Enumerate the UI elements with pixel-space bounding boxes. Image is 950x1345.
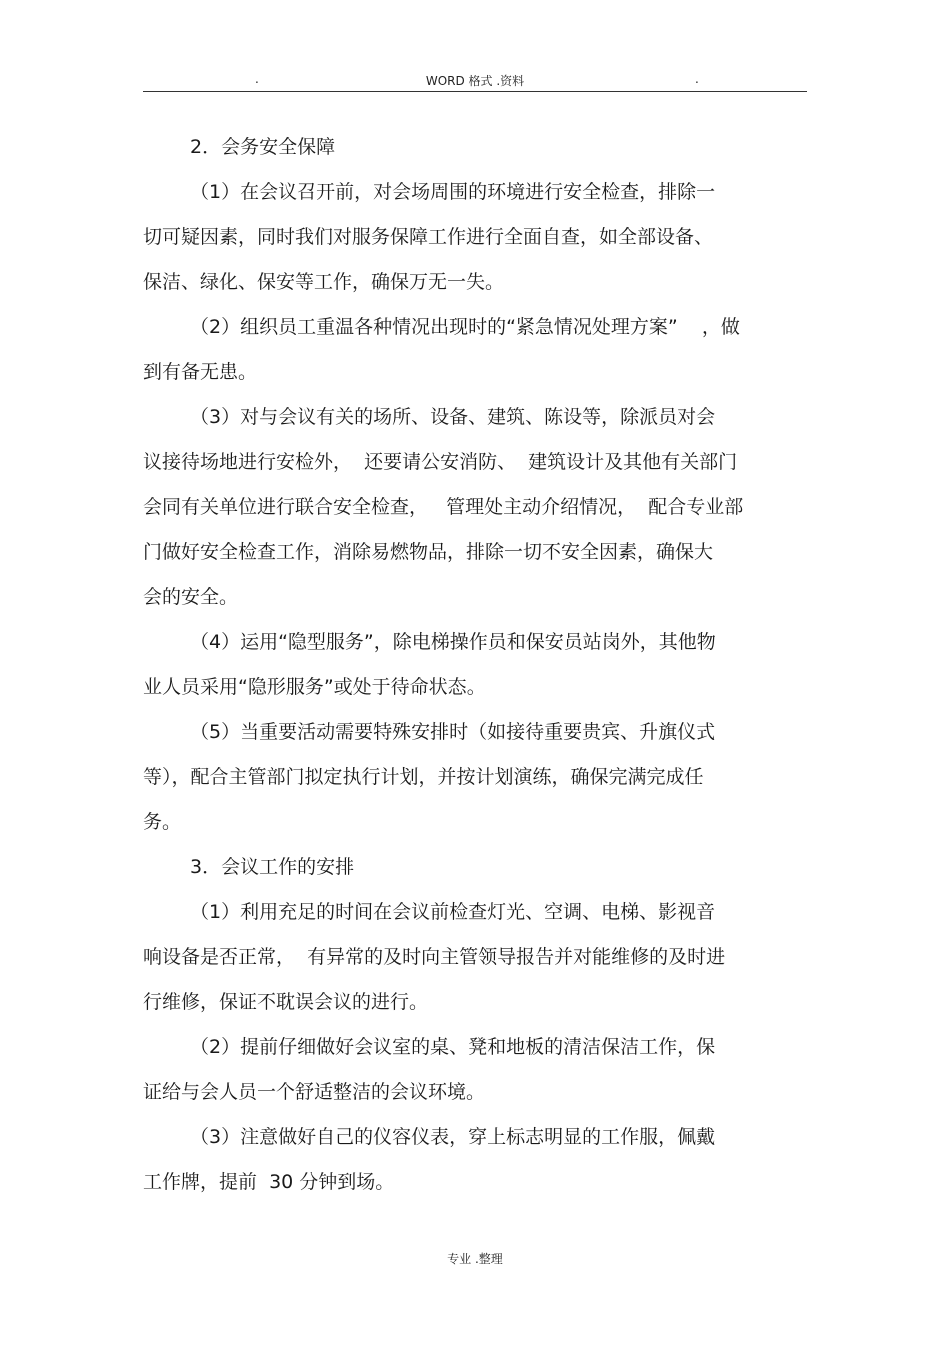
header-right-mark: . <box>695 72 699 86</box>
page-header <box>143 70 807 92</box>
text-line: （2）组织员工重温各种情况出现时的“紧急情况处理方案” ，做 <box>190 316 740 338</box>
text-line: （5）当重要活动需要特殊安排时（如接待重要贵宾、升旗仪式 <box>190 721 716 743</box>
text-line: 行维修，保证不耽误会议的进行。 <box>143 991 429 1013</box>
text-line: （1）在会议召开前，对会场周围的环境进行安全检查，排除一 <box>190 181 716 203</box>
text-line: 业人员采用“隐形服务”或处于待命状态。 <box>143 676 486 698</box>
text-line: 会的安全。 <box>143 586 239 608</box>
text-line: （3）对与会议有关的场所、设备、建筑、陈设等，除派员对会 <box>190 406 716 428</box>
text-line: 证给与会人员一个舒适整洁的会议环境。 <box>143 1081 486 1103</box>
page-footer: 专业 .整理 <box>447 1252 503 1266</box>
text-line: 工作牌，提前 30 分钟到场。 <box>143 1171 395 1193</box>
text-line: 会同有关单位进行联合安全检查， 管理处主动介绍情况， 配合专业部 <box>143 496 744 518</box>
text-line: 务。 <box>143 811 182 833</box>
text-line: 2．会务安全保障 <box>190 136 336 158</box>
header-left-mark: . <box>255 72 259 86</box>
text-line: 到有备无患。 <box>143 361 258 383</box>
text-line: 3．会议工作的安排 <box>190 856 355 878</box>
document-body <box>143 125 813 1205</box>
text-line: （3）注意做好自己的仪容仪表，穿上标志明显的工作服，佩戴 <box>190 1126 716 1148</box>
text-line: （2）提前仔细做好会议室的桌、凳和地板的清洁保洁工作，保 <box>190 1036 716 1058</box>
text-line: 门做好安全检查工作，消除易燃物品，排除一切不安全因素，确保大 <box>143 541 714 563</box>
text-line: （4）运用“隐型服务”，除电梯操作员和保安员站岗外，其他物 <box>190 631 716 653</box>
text-line: （1）利用充足的时间在会议前检查灯光、空调、电梯、影视音 <box>190 901 716 923</box>
text-line: 等），配合主管部门拟定执行计划，并按计划演练，确保完满完成任 <box>143 766 704 788</box>
text-line: 切可疑因素，同时我们对服务保障工作进行全面自查，如全部设备、 <box>143 226 714 248</box>
text-line: 议接待场地进行安检外， 还要请公安消防、 建筑设计及其他有关部门 <box>143 451 738 473</box>
header-title: WORD 格式 .资料 <box>425 74 525 88</box>
text-line: 响设备是否正常， 有异常的及时向主管领导报告并对能维修的及时进 <box>143 946 726 968</box>
text-line: 保洁、绿化、保安等工作，确保万无一失。 <box>143 271 505 293</box>
header-divider <box>143 91 807 92</box>
